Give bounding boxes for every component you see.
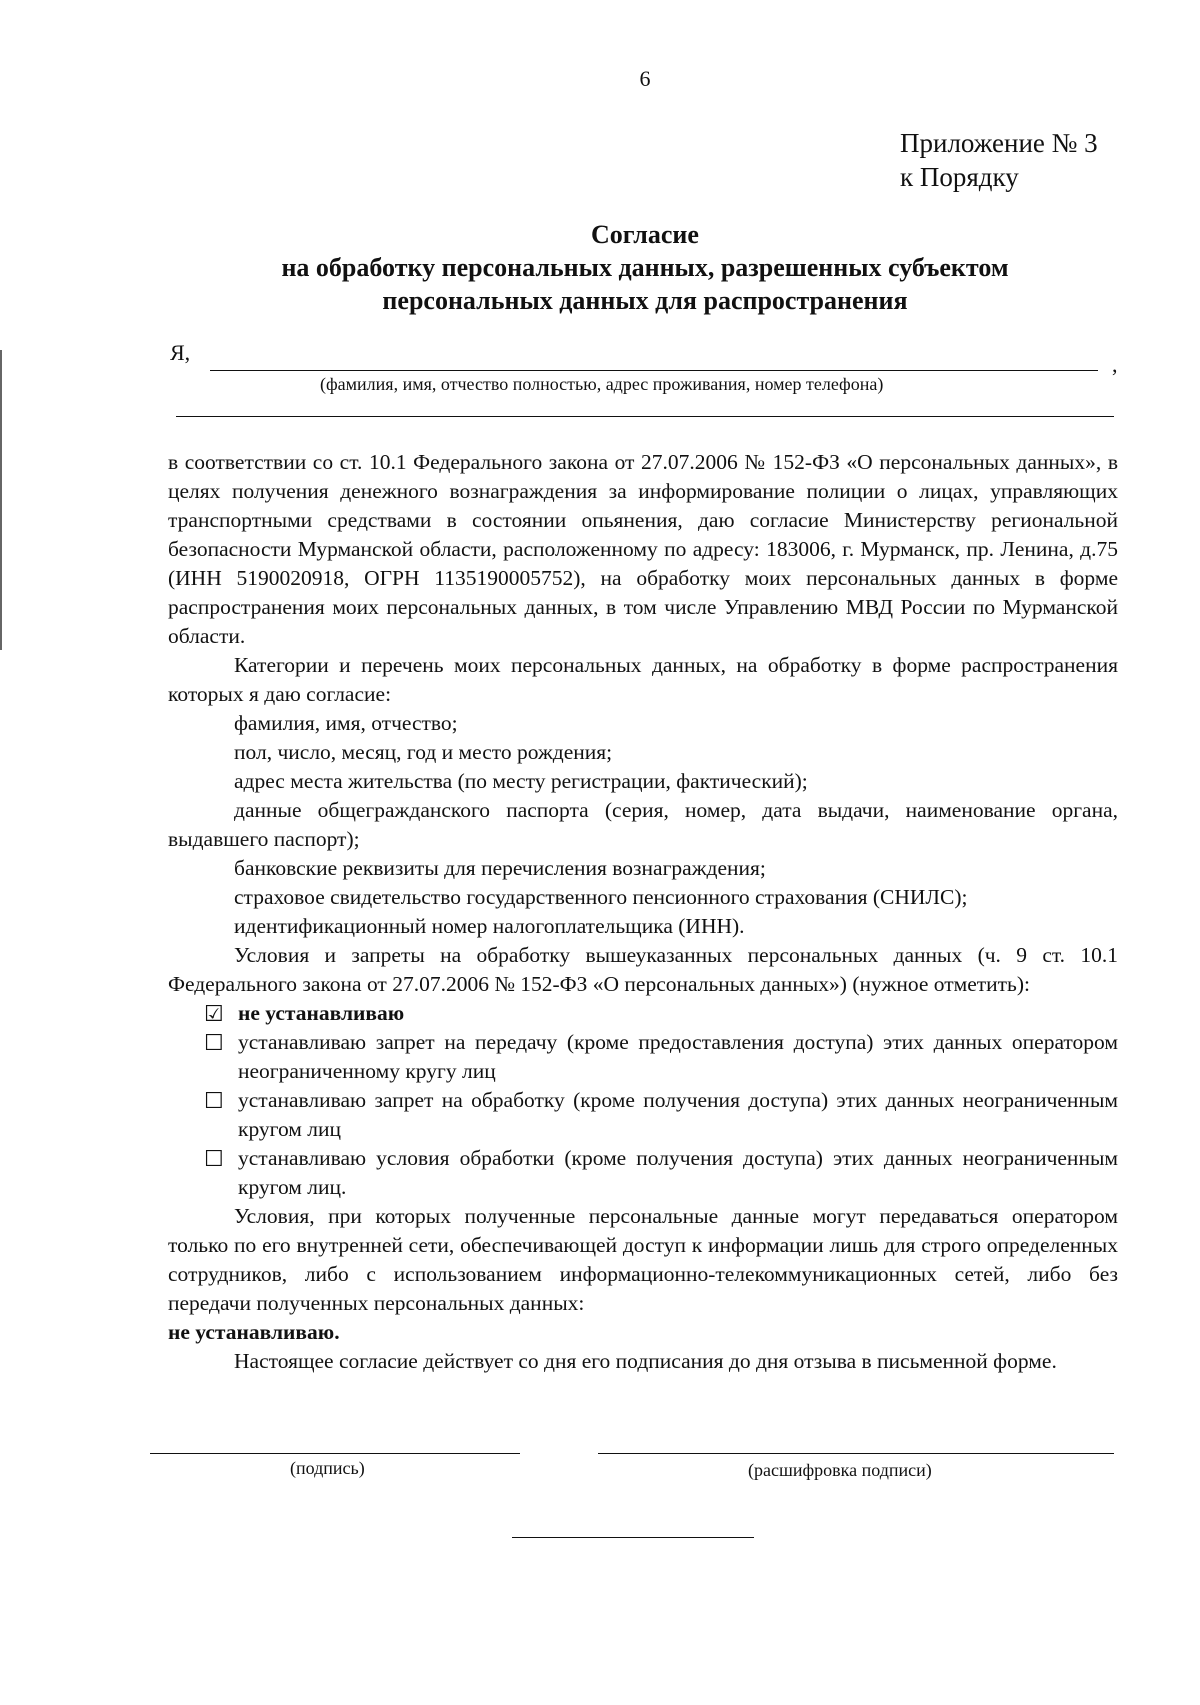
closing-divider xyxy=(512,1537,754,1538)
checkbox-unchecked-icon[interactable]: ☐ xyxy=(204,1030,224,1055)
page-number: 6 xyxy=(639,66,651,91)
subject-name-field-line[interactable] xyxy=(210,370,1098,371)
category-item: банковские реквизиты для перечисления вознаграждения; xyxy=(234,856,766,880)
appendix-header xyxy=(900,126,1098,194)
checkbox-checked-icon[interactable]: ☑ xyxy=(204,1001,224,1026)
option-label: устанавливаю запрет на передачу (кроме предоставления доступа) этих данных оператором неограниченному кругу лиц xyxy=(238,1030,1118,1083)
subject-field-caption: (фамилия, имя, отчество полностью, адрес проживания, номер телефона) xyxy=(320,374,884,394)
category-item: пол, число, месяц, год и место рождения; xyxy=(234,740,613,764)
checkbox-unchecked-icon[interactable]: ☐ xyxy=(204,1088,224,1113)
option-transfer-ban[interactable] xyxy=(168,1028,1118,1086)
option-processing-conditions[interactable] xyxy=(168,1144,1118,1202)
option-not-set[interactable] xyxy=(168,999,1118,1028)
title-line-1: Согласие xyxy=(591,220,699,249)
checkbox-unchecked-icon[interactable]: ☐ xyxy=(204,1146,224,1171)
subject-prefix: Я, xyxy=(170,340,191,365)
consent-body xyxy=(168,448,1118,1376)
category-item: данные общегражданского паспорта (серия, номер, дата выдачи, наименование органа, выдавшего паспорт); xyxy=(168,798,1118,851)
signature-decoding-caption: (расшифровка подписи) xyxy=(748,1460,932,1480)
option-processing-ban[interactable] xyxy=(168,1086,1118,1144)
category-item: адрес места жительства (по месту регистрации, фактический); xyxy=(234,769,808,793)
categories-intro: Категории и перечень моих персональных данных, на обработку в форме распространения которых я даю согласие: xyxy=(168,653,1118,706)
category-item: фамилия, имя, отчество; xyxy=(234,711,458,735)
consent-paragraph: в соответствии со ст. 10.1 Федерального закона от 27.07.2006 № 152-ФЗ «О персональных данных», в целях получения денежного вознаграждения за информирование полиции о лицах, управляющих транспортными средствами в состоянии опьянения, даю согласие Министерству региональной безопасности Мурманской области, расположенному по адресу: 183006, г. Мурманск, пр. Ленина, д.75 (ИНН 5190020918, ОГРН 1135190005752), на обработку моих персональных данных в форме распространения моих персональных данных, в том числе Управлению МВД России по Мурманской области. xyxy=(168,450,1118,648)
option-label: устанавливаю запрет на обработку (кроме получения доступа) этих данных неограниченным кругом лиц xyxy=(238,1088,1118,1141)
validity-clause: Настоящее согласие действует со дня его подписания до дня отзыва в письменной форме. xyxy=(234,1349,1057,1373)
document-title xyxy=(170,218,1120,317)
category-item: идентификационный номер налогоплательщика (ИНН). xyxy=(234,914,745,938)
conditions-intro: Условия и запреты на обработку вышеуказанных персональных данных (ч. 9 ст. 10.1 Федерального закона от 27.07.2006 № 152-ФЗ «О персональных данных») (нужное отметить): xyxy=(168,943,1118,996)
signature-caption: (подпись) xyxy=(290,1458,365,1478)
category-item: страховое свидетельство государственного пенсионного страхования (СНИЛС); xyxy=(234,885,968,909)
title-line-3: персональных данных для распространения xyxy=(382,286,908,315)
subject-second-field-line[interactable] xyxy=(176,416,1114,417)
subject-suffix: , xyxy=(1112,352,1118,377)
transfer-answer: не устанавливаю. xyxy=(168,1320,340,1344)
option-label: не устанавливаю xyxy=(238,1001,405,1025)
title-line-2: на обработку персональных данных, разрешенных субъектом xyxy=(281,253,1009,282)
option-label: устанавливаю условия обработки (кроме получения доступа) этих данных неограниченным кругом лиц. xyxy=(238,1146,1118,1199)
signature-decoding-field-line[interactable] xyxy=(598,1453,1114,1454)
scan-margin-mark xyxy=(0,350,2,650)
transfer-conditions: Условия, при которых полученные персональные данные могут передаваться оператором только по его внутренней сети, обеспечивающей доступ к информации лишь для строго определенных сотрудников, либо с использованием информационно-телекоммуникационных сетей, либо без передачи полученных персональных данных: xyxy=(168,1204,1118,1315)
signature-field-line[interactable] xyxy=(150,1453,520,1454)
appendix-reference: к Порядку xyxy=(900,162,1019,192)
appendix-number: Приложение № 3 xyxy=(900,128,1098,158)
